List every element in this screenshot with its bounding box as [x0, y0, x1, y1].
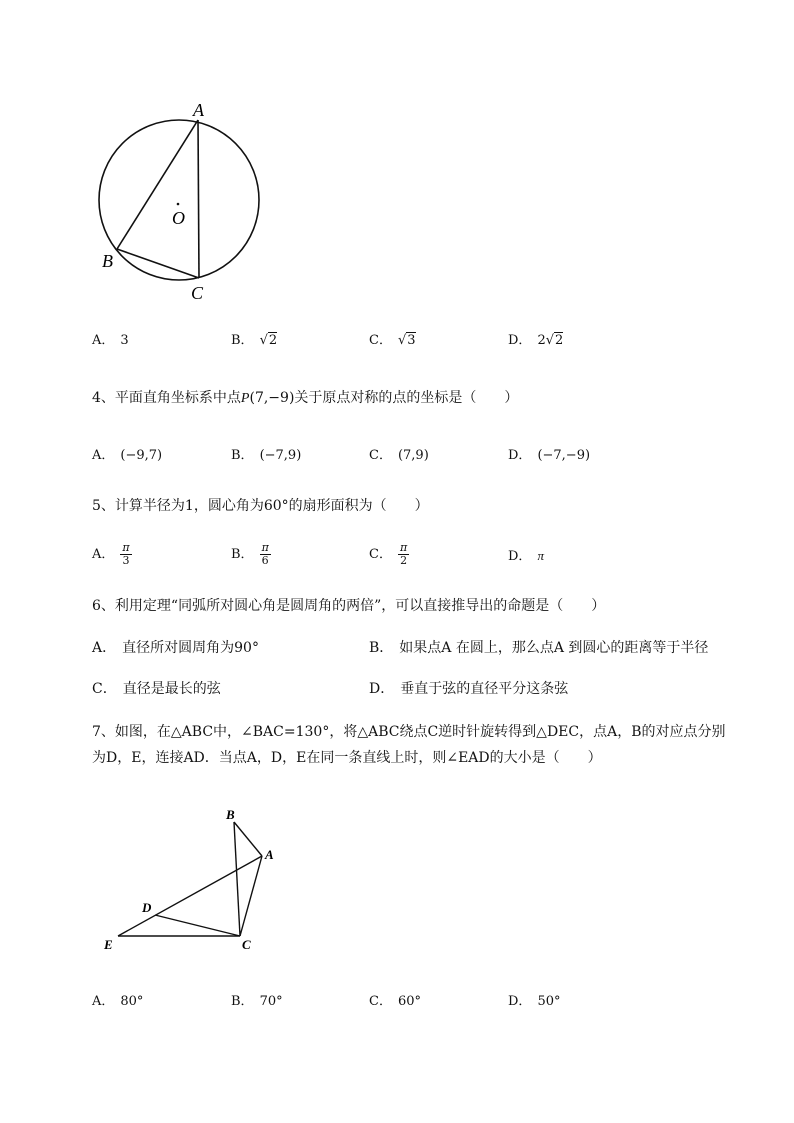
rotation-triangle-figure: [100, 800, 280, 960]
label-d: D: [142, 900, 152, 915]
q7-stem-line2: 为D，E，连接AD．当点A，D，E在同一条直线上时，则∠EAD的大小是（ ）: [92, 750, 602, 766]
segment-ac: [240, 856, 262, 936]
q4-option-c: C． (7,9): [369, 448, 429, 463]
label-a: A: [265, 847, 274, 862]
q3-option-b: B． √2: [231, 331, 277, 351]
q6-option-b: B． 如果点A 在圆上，那么点A 到圆心的距离等于半径: [369, 640, 709, 656]
q4-option-d: D． (−7,−9): [508, 448, 591, 463]
q7-option-b: B． 70°: [231, 994, 283, 1009]
segment-dc: [155, 915, 240, 936]
q6-option-c: C． 直径是最长的弦: [92, 681, 221, 697]
circle-triangle-figure: [90, 95, 270, 310]
q5-option-c: C． $\frac{\pi}{2}$: [369, 541, 408, 567]
q4-option-b: B． (−7,9): [231, 448, 302, 463]
segment-ab: [117, 120, 198, 249]
q6-stem: 6、利用定理“同弧所对圆心角是圆周角的两倍”，可以直接推导出的命题是（ ）: [92, 598, 606, 614]
q3-option-d: D． 2√2: [508, 331, 563, 351]
q5-option-d: D． π: [508, 548, 544, 564]
label-c: C: [242, 937, 251, 952]
sqrt-symbol: √2: [545, 333, 564, 348]
q5-option-a: A． $\frac{\pi}{3}$: [92, 541, 130, 567]
circle-o: [99, 120, 259, 280]
q3-option-c: C． √3: [369, 331, 416, 351]
segment-ab: [234, 822, 262, 856]
segment-ac: [198, 120, 199, 278]
q4-stem: 4、平面直角坐标系中点P(7,−9)关于原点对称的点的坐标是（ ）: [92, 390, 519, 406]
q5-stem: 5、计算半径为1，圆心角为60°的扇形面积为（ ）: [92, 498, 429, 514]
fraction: $\frac{\pi}{6}$: [261, 541, 269, 567]
label-b: B: [226, 807, 235, 822]
q3-option-a: A． 3: [92, 333, 129, 348]
label-b: B: [102, 251, 113, 271]
q7-option-a: A． 80°: [92, 994, 144, 1009]
q6-option-a: A． 直径所对圆周角为90°: [92, 640, 259, 656]
label-e: E: [104, 937, 113, 952]
label-o: O: [172, 208, 185, 228]
q7-stem-line1: 7、如图，在△ABC中，∠BAC=130°，将△ABC绕点C逆时针旋转得到△DEC，点A，B的对应点分别: [92, 724, 726, 740]
q7-option-c: C． 60°: [369, 994, 421, 1009]
sqrt-symbol: √2: [259, 333, 278, 348]
label-a: A: [193, 100, 204, 120]
center-dot: [177, 203, 180, 206]
fraction: $\frac{\pi}{2}$: [399, 541, 408, 567]
sqrt-symbol: √3: [397, 333, 416, 348]
q4-option-a: A． (−9,7): [92, 448, 163, 463]
q5-option-b: B． $\frac{\pi}{6}$: [231, 541, 269, 567]
label-c: C: [191, 283, 204, 303]
segment-bc: [234, 822, 240, 936]
q6-option-d: D． 垂直于弦的直径平分这条弦: [369, 681, 569, 697]
q7-option-d: D． 50°: [508, 994, 561, 1009]
fraction: $\frac{\pi}{3}$: [122, 541, 130, 567]
